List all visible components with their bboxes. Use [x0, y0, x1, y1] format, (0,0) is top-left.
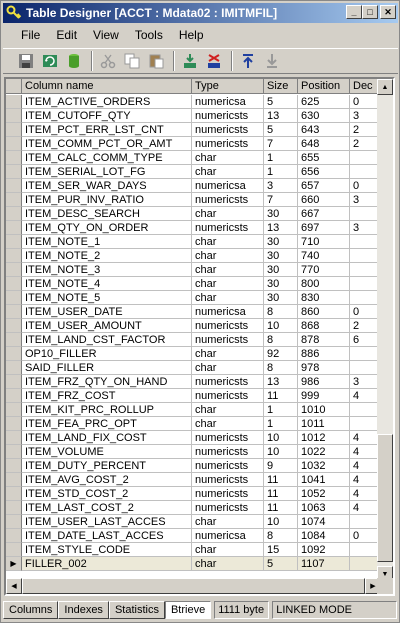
grid-rows [6, 95, 393, 571]
row-indicator[interactable] [6, 305, 22, 319]
cell-position[interactable]: 800 [298, 277, 350, 291]
cell-size[interactable]: 3 [264, 179, 298, 193]
table-row[interactable] [6, 361, 393, 375]
table-row[interactable] [6, 417, 393, 431]
cell-column-name[interactable]: ITEM_ACTIVE_ORDERS [22, 95, 192, 109]
cut-icon [100, 53, 116, 69]
cell-size[interactable]: 30 [264, 291, 298, 305]
cell-size[interactable]: 11 [264, 487, 298, 501]
row-indicator[interactable] [6, 151, 22, 165]
mode-panel: LINKED MODE [272, 601, 397, 619]
cell-type[interactable]: numericsts [192, 137, 264, 151]
horizontal-scroll-thumb[interactable] [22, 578, 365, 594]
tab-indexes[interactable]: Indexes [58, 601, 109, 619]
table-row[interactable] [6, 375, 393, 389]
row-indicator[interactable] [6, 333, 22, 347]
table-row[interactable] [6, 95, 393, 109]
minimize-icon: _ [351, 7, 357, 17]
table-row[interactable] [6, 403, 393, 417]
close-icon: ✕ [384, 6, 392, 17]
cell-size[interactable]: 5 [264, 95, 298, 109]
status-bar [3, 599, 398, 621]
cell-type[interactable]: numericsa [192, 95, 264, 109]
cell-column-name[interactable]: ITEM_DESC_SEARCH [22, 207, 192, 221]
table-row[interactable] [6, 165, 393, 179]
vertical-scroll-thumb[interactable] [377, 434, 393, 562]
cell-size[interactable]: 8 [264, 361, 298, 375]
table-row[interactable] [6, 347, 393, 361]
cell-column-name[interactable]: ITEM_QTY_ON_ORDER [22, 221, 192, 235]
down-arrow-icon: ▼ [381, 570, 389, 578]
cell-column-name[interactable]: ITEM_USER_LAST_ACCES [22, 515, 192, 529]
copy-button[interactable] [121, 50, 143, 72]
cell-type[interactable]: numericsts [192, 193, 264, 207]
table-row[interactable] [6, 291, 393, 305]
menu-tools[interactable]: Tools [134, 28, 163, 42]
database-icon [66, 53, 82, 69]
cell-position[interactable]: 1011 [298, 417, 350, 431]
cell-dec[interactable]: 4 [350, 473, 393, 487]
cell-size[interactable]: 7 [264, 137, 298, 151]
menu-file[interactable]: File [21, 28, 41, 42]
cell-dec[interactable]: 2 [350, 123, 393, 137]
cell-position[interactable]: 656 [298, 165, 350, 179]
cell-dec[interactable]: 2 [350, 137, 393, 151]
row-indicator[interactable] [6, 137, 22, 151]
toolbar-separator [91, 51, 93, 71]
row-indicator[interactable] [6, 263, 22, 277]
cell-position[interactable]: 860 [298, 305, 350, 319]
cell-position[interactable]: 710 [298, 235, 350, 249]
table-row[interactable] [6, 515, 393, 529]
cell-position[interactable]: 740 [298, 249, 350, 263]
cell-size[interactable]: 5 [264, 557, 298, 571]
tab-statistics[interactable]: Statistics [109, 601, 165, 619]
cell-dec[interactable]: 4 [350, 487, 393, 501]
cell-column-name[interactable]: ITEM_KIT_PRC_ROLLUP [22, 403, 192, 417]
scroll-corner [377, 578, 393, 594]
move-bottom-button[interactable] [261, 50, 283, 72]
column-grid[interactable] [4, 77, 395, 596]
cell-column-name[interactable]: ITEM_NOTE_3 [22, 263, 192, 277]
menu-view[interactable]: View [93, 28, 119, 42]
cell-position[interactable]: 868 [298, 319, 350, 333]
row-indicator[interactable] [6, 249, 22, 263]
cell-dec[interactable]: 4 [350, 389, 393, 403]
cell-column-name[interactable]: OP10_FILLER [22, 347, 192, 361]
table-row[interactable] [6, 333, 393, 347]
move-top-icon [240, 53, 256, 69]
cell-type[interactable]: char [192, 207, 264, 221]
cell-column-name[interactable]: ITEM_LAST_COST_2 [22, 501, 192, 515]
scroll-up-button[interactable] [377, 79, 393, 95]
table-row[interactable] [6, 221, 393, 235]
table-row[interactable] [6, 319, 393, 333]
cell-column-name[interactable]: ITEM_STD_COST_2 [22, 487, 192, 501]
save-icon [18, 53, 34, 69]
cell-type[interactable]: numericsts [192, 445, 264, 459]
cell-type[interactable]: char [192, 543, 264, 557]
cell-size[interactable]: 15 [264, 543, 298, 557]
cell-size[interactable]: 13 [264, 375, 298, 389]
cell-type[interactable]: numericsts [192, 459, 264, 473]
row-indicator[interactable] [6, 473, 22, 487]
cell-column-name[interactable]: ITEM_PUR_INV_RATIO [22, 193, 192, 207]
header-size[interactable]: Size [264, 79, 298, 94]
cell-position[interactable]: 1010 [298, 403, 350, 417]
cell-position[interactable]: 1084 [298, 529, 350, 543]
cell-type[interactable]: char [192, 347, 264, 361]
cell-dec[interactable]: 4 [350, 459, 393, 473]
database-button[interactable] [63, 50, 85, 72]
row-indicator[interactable] [6, 417, 22, 431]
cell-position[interactable]: 625 [298, 95, 350, 109]
row-indicator[interactable] [6, 557, 22, 571]
cell-size[interactable]: 30 [264, 277, 298, 291]
row-indicator[interactable] [6, 543, 22, 557]
cell-size[interactable]: 10 [264, 431, 298, 445]
cell-column-name[interactable]: ITEM_AVG_COST_2 [22, 473, 192, 487]
cell-position[interactable]: 1012 [298, 431, 350, 445]
cell-column-name[interactable]: ITEM_LAND_FIX_COST [22, 431, 192, 445]
cell-size[interactable]: 8 [264, 305, 298, 319]
table-row[interactable] [6, 305, 393, 319]
row-indicator[interactable] [6, 123, 22, 137]
cell-column-name[interactable]: ITEM_USER_DATE [22, 305, 192, 319]
cell-position[interactable]: 1074 [298, 515, 350, 529]
row-indicator[interactable] [6, 109, 22, 123]
table-row[interactable] [6, 557, 393, 571]
cell-dec[interactable]: 0 [350, 529, 393, 543]
record-size-panel: 1111 byte [214, 601, 269, 619]
cell-dec[interactable]: 3 [350, 109, 393, 123]
cell-size[interactable]: 5 [264, 123, 298, 137]
cell-column-name[interactable]: ITEM_NOTE_1 [22, 235, 192, 249]
refresh-icon [42, 53, 58, 69]
cell-type[interactable]: char [192, 557, 264, 571]
current-row-arrow-icon: ▶ [10, 558, 17, 568]
table-row[interactable] [6, 459, 393, 473]
cell-position[interactable]: 643 [298, 123, 350, 137]
cell-size[interactable]: 13 [264, 221, 298, 235]
cell-type[interactable]: char [192, 361, 264, 375]
cell-dec[interactable]: 0 [350, 179, 393, 193]
cell-column-name[interactable]: ITEM_VOLUME [22, 445, 192, 459]
row-indicator[interactable] [6, 445, 22, 459]
row-indicator[interactable] [6, 179, 22, 193]
cell-size[interactable]: 10 [264, 515, 298, 529]
table-row[interactable] [6, 529, 393, 543]
cell-position[interactable]: 1107 [298, 557, 350, 571]
cell-size[interactable]: 9 [264, 459, 298, 473]
minimize-button[interactable] [346, 5, 362, 19]
cell-type[interactable]: numericsts [192, 333, 264, 347]
row-indicator[interactable] [6, 501, 22, 515]
tab-columns[interactable]: Columns [3, 601, 58, 619]
cell-type[interactable]: numericsts [192, 221, 264, 235]
cell-type[interactable]: numericsts [192, 501, 264, 515]
table-row[interactable] [6, 263, 393, 277]
cell-dec[interactable]: 2 [350, 319, 393, 333]
close-button[interactable] [380, 5, 396, 19]
cell-column-name[interactable]: ITEM_STYLE_CODE [22, 543, 192, 557]
row-indicator[interactable] [6, 95, 22, 109]
save-button[interactable] [15, 50, 37, 72]
row-indicator[interactable] [6, 431, 22, 445]
row-indicator[interactable] [6, 277, 22, 291]
header-column-name[interactable]: Column name [22, 79, 192, 94]
cell-type[interactable]: char [192, 235, 264, 249]
cell-size[interactable]: 1 [264, 417, 298, 431]
delete-field-button[interactable] [203, 50, 225, 72]
header-position[interactable]: Position [298, 79, 350, 94]
menu-help[interactable]: Help [178, 28, 204, 42]
row-indicator[interactable] [6, 165, 22, 179]
row-indicator[interactable] [6, 375, 22, 389]
cell-position[interactable]: 667 [298, 207, 350, 221]
toolbar-separator [231, 51, 233, 71]
maximize-button[interactable] [362, 5, 378, 19]
cell-position[interactable]: 1092 [298, 543, 350, 557]
cell-column-name[interactable]: ITEM_DUTY_PERCENT [22, 459, 192, 473]
cell-type[interactable]: char [192, 291, 264, 305]
cell-type[interactable]: char [192, 263, 264, 277]
table-row[interactable] [6, 445, 393, 459]
table-row[interactable] [6, 109, 393, 123]
move-bottom-icon [264, 53, 280, 69]
refresh-button[interactable] [39, 50, 61, 72]
cell-size[interactable]: 10 [264, 445, 298, 459]
cell-column-name[interactable]: ITEM_COMM_PCT_OR_AMT [22, 137, 192, 151]
header-dec[interactable]: Dec [350, 79, 393, 94]
scroll-left-button[interactable] [6, 578, 22, 594]
cell-dec[interactable]: 4 [350, 501, 393, 515]
cell-position[interactable]: 978 [298, 361, 350, 375]
cell-type[interactable]: char [192, 417, 264, 431]
cell-type[interactable]: numericsa [192, 305, 264, 319]
key-app-icon [6, 5, 22, 21]
cell-type[interactable]: numericsts [192, 389, 264, 403]
cell-size[interactable]: 8 [264, 529, 298, 543]
cell-size[interactable]: 30 [264, 263, 298, 277]
cell-position[interactable]: 660 [298, 193, 350, 207]
cell-size[interactable]: 8 [264, 333, 298, 347]
row-indicator[interactable] [6, 235, 22, 249]
cell-column-name[interactable]: ITEM_NOTE_4 [22, 277, 192, 291]
tab-btrieve[interactable]: Btrieve [165, 601, 211, 619]
row-indicator[interactable] [6, 459, 22, 473]
cell-type[interactable]: numericsts [192, 431, 264, 445]
cell-dec[interactable]: 3 [350, 375, 393, 389]
vertical-scrollbar[interactable] [377, 79, 393, 582]
table-row[interactable] [6, 235, 393, 249]
cell-position[interactable]: 886 [298, 347, 350, 361]
table-row[interactable] [6, 137, 393, 151]
cell-dec[interactable]: 0 [350, 305, 393, 319]
table-row[interactable] [6, 193, 393, 207]
header-corner [6, 79, 22, 94]
cell-size[interactable]: 7 [264, 193, 298, 207]
cell-type[interactable]: numericsts [192, 473, 264, 487]
paste-icon [148, 53, 164, 69]
cut-button[interactable] [97, 50, 119, 72]
table-row[interactable] [6, 487, 393, 501]
row-indicator[interactable] [6, 291, 22, 305]
cell-dec[interactable]: 4 [350, 445, 393, 459]
cell-type[interactable]: char [192, 249, 264, 263]
cell-type[interactable]: char [192, 403, 264, 417]
cell-position[interactable]: 1041 [298, 473, 350, 487]
cell-position[interactable]: 655 [298, 151, 350, 165]
cell-type[interactable]: numericsa [192, 529, 264, 543]
row-indicator[interactable] [6, 487, 22, 501]
table-row[interactable] [6, 249, 393, 263]
header-type[interactable]: Type [192, 79, 264, 94]
cell-dec[interactable]: 6 [350, 333, 393, 347]
table-row[interactable] [6, 501, 393, 515]
row-indicator[interactable] [6, 347, 22, 361]
up-arrow-icon: ▲ [381, 83, 389, 91]
cell-type[interactable]: numericsts [192, 109, 264, 123]
cell-type[interactable]: char [192, 515, 264, 529]
cell-size[interactable]: 92 [264, 347, 298, 361]
cell-type[interactable]: char [192, 165, 264, 179]
cell-size[interactable]: 11 [264, 501, 298, 515]
cell-type[interactable]: numericsts [192, 319, 264, 333]
row-indicator[interactable] [6, 221, 22, 235]
grid-header [6, 79, 393, 94]
row-indicator[interactable] [6, 529, 22, 543]
cell-size[interactable]: 30 [264, 207, 298, 221]
cell-type[interactable]: numericsts [192, 123, 264, 137]
cell-type[interactable]: char [192, 277, 264, 291]
cell-column-name[interactable]: ITEM_SER_WAR_DAYS [22, 179, 192, 193]
row-indicator[interactable] [6, 361, 22, 375]
table-row[interactable] [6, 179, 393, 193]
menu-bar [3, 25, 398, 45]
table-row[interactable] [6, 389, 393, 403]
cell-column-name[interactable]: ITEM_CUTOFF_QTY [22, 109, 192, 123]
cell-position[interactable]: 830 [298, 291, 350, 305]
row-indicator[interactable] [6, 403, 22, 417]
right-arrow-icon: ▶ [370, 583, 376, 590]
insert-field-icon [182, 53, 198, 69]
paste-button[interactable] [145, 50, 167, 72]
cell-position[interactable]: 657 [298, 179, 350, 193]
table-row[interactable] [6, 473, 393, 487]
cell-column-name[interactable]: ITEM_LAND_CST_FACTOR [22, 333, 192, 347]
toolbar-separator [173, 51, 175, 71]
cell-size[interactable]: 1 [264, 403, 298, 417]
table-row[interactable] [6, 123, 393, 137]
cell-position[interactable]: 1052 [298, 487, 350, 501]
cell-column-name[interactable]: FILLER_002 [22, 557, 192, 571]
cell-position[interactable]: 630 [298, 109, 350, 123]
row-indicator[interactable] [6, 207, 22, 221]
cell-type[interactable]: numericsa [192, 179, 264, 193]
cell-type[interactable]: numericsts [192, 375, 264, 389]
cell-size[interactable]: 1 [264, 151, 298, 165]
cell-column-name[interactable]: ITEM_USER_AMOUNT [22, 319, 192, 333]
cell-column-name[interactable]: ITEM_FRZ_COST [22, 389, 192, 403]
cell-dec[interactable]: 3 [350, 193, 393, 207]
cell-size[interactable]: 1 [264, 165, 298, 179]
table-row[interactable] [6, 277, 393, 291]
table-row[interactable] [6, 207, 393, 221]
cell-column-name[interactable]: ITEM_FEA_PRC_OPT [22, 417, 192, 431]
toolbar [3, 48, 398, 74]
delete-field-icon [206, 53, 222, 69]
row-indicator[interactable] [6, 389, 22, 403]
table-row[interactable] [6, 431, 393, 445]
cell-size[interactable]: 11 [264, 473, 298, 487]
insert-field-button[interactable] [179, 50, 201, 72]
cell-position[interactable]: 878 [298, 333, 350, 347]
maximize-icon: □ [367, 7, 373, 17]
table-row[interactable] [6, 151, 393, 165]
cell-position[interactable]: 986 [298, 375, 350, 389]
cell-type[interactable]: numericsts [192, 487, 264, 501]
cell-column-name[interactable]: ITEM_NOTE_2 [22, 249, 192, 263]
cell-position[interactable]: 697 [298, 221, 350, 235]
title-bar[interactable] [3, 3, 398, 23]
cell-position[interactable]: 648 [298, 137, 350, 151]
cell-size[interactable]: 30 [264, 249, 298, 263]
cell-size[interactable]: 11 [264, 389, 298, 403]
row-indicator[interactable] [6, 515, 22, 529]
cell-column-name[interactable]: ITEM_PCT_ERR_LST_CNT [22, 123, 192, 137]
cell-position[interactable]: 1022 [298, 445, 350, 459]
cell-size[interactable]: 30 [264, 235, 298, 249]
cell-column-name[interactable]: ITEM_FRZ_QTY_ON_HAND [22, 375, 192, 389]
copy-icon [124, 53, 140, 69]
move-top-button[interactable] [237, 50, 259, 72]
menu-edit[interactable]: Edit [56, 28, 78, 42]
cell-position[interactable]: 999 [298, 389, 350, 403]
table-row[interactable] [6, 543, 393, 557]
cell-dec[interactable]: 0 [350, 95, 393, 109]
cell-size[interactable]: 13 [264, 109, 298, 123]
cell-dec[interactable]: 3 [350, 221, 393, 235]
row-indicator[interactable] [6, 319, 22, 333]
cell-column-name[interactable]: ITEM_SERIAL_LOT_FG [22, 165, 192, 179]
cell-column-name[interactable]: SAID_FILLER [22, 361, 192, 375]
horizontal-scrollbar[interactable] [6, 578, 381, 594]
cell-column-name[interactable]: ITEM_NOTE_5 [22, 291, 192, 305]
cell-position[interactable]: 1032 [298, 459, 350, 473]
cell-dec[interactable]: 4 [350, 431, 393, 445]
cell-position[interactable]: 1063 [298, 501, 350, 515]
left-arrow-icon: ◀ [11, 583, 17, 590]
cell-position[interactable]: 770 [298, 263, 350, 277]
window-title: Table Designer [ACCT : Mdata02 : IMITMFIL] [26, 6, 278, 20]
cell-type[interactable]: char [192, 151, 264, 165]
row-indicator[interactable] [6, 193, 22, 207]
cell-column-name[interactable]: ITEM_CALC_COMM_TYPE [22, 151, 192, 165]
cell-column-name[interactable]: ITEM_DATE_LAST_ACCES [22, 529, 192, 543]
cell-size[interactable]: 10 [264, 319, 298, 333]
